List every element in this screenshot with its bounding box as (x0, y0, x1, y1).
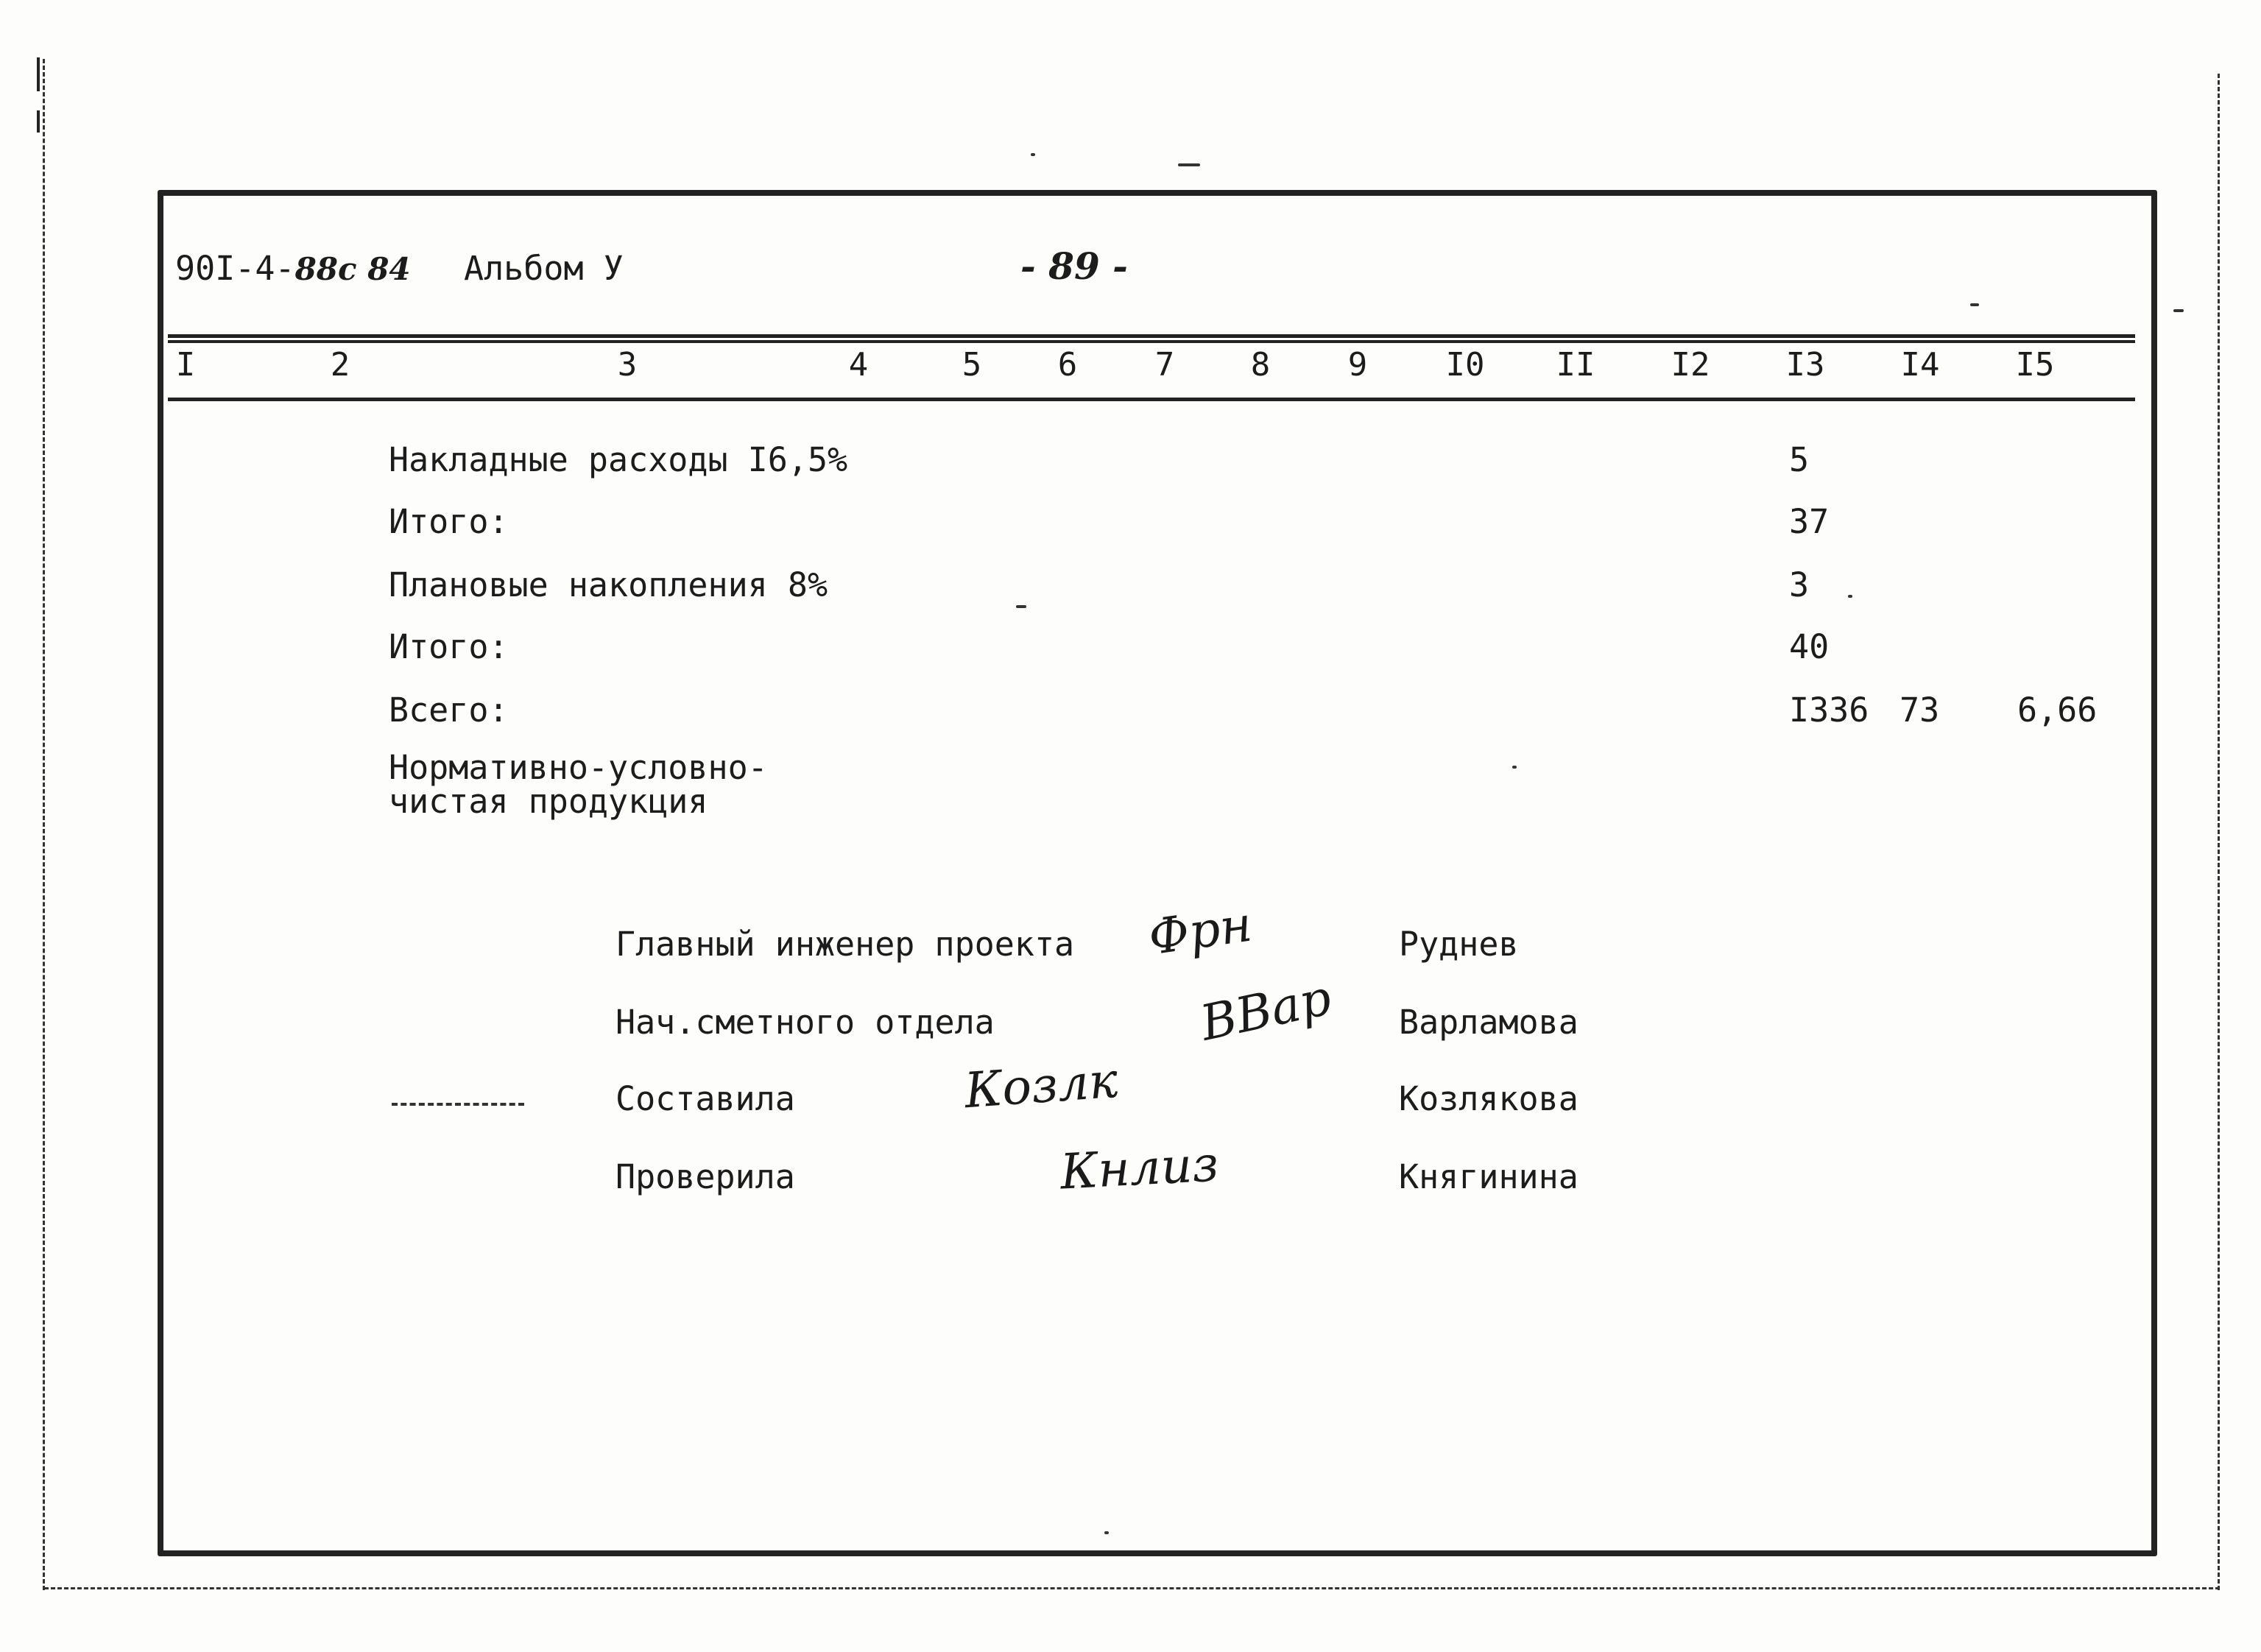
scan-speck (1178, 163, 1200, 166)
header-rule-top (168, 334, 2135, 338)
handwritten-signature: Козлк (962, 1051, 1120, 1120)
value-col13: 3 (1789, 565, 1810, 604)
dash-mark (392, 1103, 524, 1106)
scan-speck (1104, 1531, 1109, 1534)
row-label-normative-product (389, 748, 768, 821)
scan-speck (2173, 309, 2184, 312)
signature-title: Главный инженер проекта (615, 925, 1075, 964)
handwritten-signature: Фрн (1145, 895, 1256, 967)
column-number: I5 (2015, 346, 2055, 384)
signatory-name: Руднев (1399, 925, 1519, 964)
column-number: 4 (848, 346, 869, 384)
signatory-name: Варламова (1399, 1003, 1579, 1042)
value-col13: 40 (1789, 627, 1830, 666)
signatory-name: Козлякова (1399, 1079, 1579, 1118)
column-number: 6 (1057, 346, 1078, 384)
row-label-total: Всего: (389, 691, 509, 730)
scan-speck (1512, 766, 1517, 769)
column-number: I4 (1900, 346, 1940, 384)
column-number: 2 (330, 346, 350, 384)
column-number: I0 (1445, 346, 1485, 384)
scan-speck (1016, 605, 1026, 608)
column-number: II (1556, 346, 1595, 384)
document-frame (158, 190, 2157, 1556)
column-number: 8 (1250, 346, 1271, 384)
page-border-bottom (44, 1587, 2220, 1589)
signature-title: Проверила (615, 1157, 795, 1196)
handwritten-signature: ВВар (1195, 969, 1336, 1052)
scan-speck (1031, 153, 1035, 156)
page-border-left (43, 59, 45, 1590)
page-number: - 89 - (1020, 244, 1128, 288)
column-number: I (175, 346, 196, 384)
column-number: 3 (617, 346, 638, 384)
column-number: I2 (1671, 346, 1710, 384)
scan-speck (1848, 595, 1852, 598)
row-label-planned-savings: Плановые накопления 8% (389, 565, 828, 604)
column-number: I3 (1785, 346, 1825, 384)
handwritten-signature: Кнлиз (1059, 1135, 1220, 1201)
value-col13: 5 (1789, 440, 1810, 479)
row-label-line: чистая продукция (389, 782, 708, 821)
document-code (175, 249, 411, 288)
value-col13: I336 (1789, 691, 1869, 730)
scan-speck (1970, 303, 1979, 306)
page-border-right (2218, 74, 2220, 1590)
binding-mark (37, 110, 40, 133)
value-col14: 73 (1900, 691, 1940, 730)
header-rule-bottom (168, 398, 2135, 401)
row-label-overhead: Накладные расходы I6,5% (389, 440, 848, 479)
signature-title: Составила (615, 1079, 795, 1118)
row-label-subtotal: Итого: (389, 502, 509, 541)
document-code-handwritten: 88c 84 (294, 251, 411, 287)
value-col13: 37 (1789, 502, 1830, 541)
album-label: Альбом У (464, 249, 624, 288)
signatory-name: Княгинина (1399, 1157, 1579, 1196)
value-col15: 6,66 (2017, 691, 2098, 730)
row-label-line: Нормативно-условно- (389, 748, 768, 787)
binding-mark (37, 57, 40, 91)
column-number: 5 (962, 346, 982, 384)
column-number: 7 (1154, 346, 1175, 384)
row-label-subtotal: Итого: (389, 627, 509, 666)
column-number: 9 (1347, 346, 1368, 384)
header-rule-top-double (168, 340, 2135, 343)
document-code-printed: 90I-4- (175, 249, 295, 288)
signature-title: Нач.сметного отдела (615, 1003, 995, 1042)
